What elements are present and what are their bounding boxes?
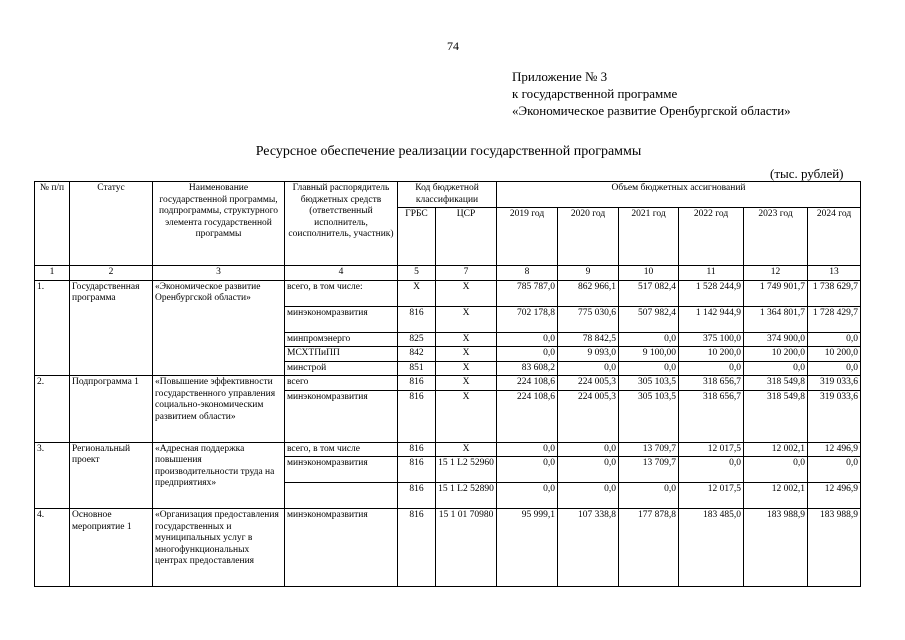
cell-2023: 183 988,9 xyxy=(744,509,808,587)
cell-2022: 12 017,5 xyxy=(679,483,744,509)
cell-2024: 12 496,9 xyxy=(808,483,861,509)
cell-2021: 9 100,00 xyxy=(619,347,679,362)
cell-2021: 517 082,4 xyxy=(619,280,679,306)
row-num: 3. xyxy=(35,442,70,509)
row-status: Государственная программа xyxy=(70,280,153,376)
colnum: 4 xyxy=(285,266,398,281)
cell-2020: 224 005,3 xyxy=(558,390,619,442)
resource-table xyxy=(34,181,861,587)
header-2020: 2020 год xyxy=(558,208,619,266)
cell-2020: 862 966,1 xyxy=(558,280,619,306)
row-csr: X xyxy=(436,442,497,457)
row-grbs: 816 xyxy=(398,376,436,391)
row-manager: минэкономразвития xyxy=(285,306,398,332)
row-manager xyxy=(285,483,398,509)
row-grbs: 816 xyxy=(398,509,436,587)
row-manager: всего, в том числе xyxy=(285,442,398,457)
header-grbs: ГРБС xyxy=(398,208,436,266)
cell-2022: 0,0 xyxy=(679,457,744,483)
cell-2023: 1 364 801,7 xyxy=(744,306,808,332)
row-grbs: 816 xyxy=(398,442,436,457)
cell-2024: 0,0 xyxy=(808,332,861,347)
row-grbs: 816 xyxy=(398,483,436,509)
table-row xyxy=(35,376,861,391)
colnum: 13 xyxy=(808,266,861,281)
colnum: 5 xyxy=(398,266,436,281)
cell-2023: 1 749 901,7 xyxy=(744,280,808,306)
cell-2022: 318 656,7 xyxy=(679,376,744,391)
cell-2024: 1 728 429,7 xyxy=(808,306,861,332)
document-title-text: Ресурсное обеспечение реализации государственной программы xyxy=(255,144,642,159)
row-grbs: 816 xyxy=(398,390,436,442)
cell-2024: 10 200,0 xyxy=(808,347,861,362)
units-label: (тыс. рублей) xyxy=(770,166,844,181)
cell-2023: 12 002,1 xyxy=(744,483,808,509)
cell-2021: 13 709,7 xyxy=(619,442,679,457)
row-manager: минэкономразвития xyxy=(285,390,398,442)
row-grbs: 825 xyxy=(398,332,436,347)
cell-2020: 0,0 xyxy=(558,442,619,457)
colnum: 11 xyxy=(679,266,744,281)
table-row xyxy=(35,442,861,457)
header-status: Статус xyxy=(70,182,153,266)
row-csr: X xyxy=(436,361,497,376)
row-name: «Экономическое развитие Оренбургской области» xyxy=(153,280,285,376)
appendix-line-2: к государственной программе xyxy=(512,86,678,101)
row-grbs: 816 xyxy=(398,306,436,332)
row-status: Основное мероприятие 1 xyxy=(70,509,153,587)
cell-2024: 319 033,6 xyxy=(808,376,861,391)
cell-2020: 78 842,5 xyxy=(558,332,619,347)
row-manager: всего xyxy=(285,376,398,391)
header-row-1 xyxy=(35,182,861,208)
cell-2023: 374 900,0 xyxy=(744,332,808,347)
header-manager: Главный распорядитель бюджетных средств (ответственный исполнитель, соисполнитель, участник) xyxy=(285,182,398,266)
cell-2024: 0,0 xyxy=(808,361,861,376)
row-csr: X xyxy=(436,280,497,306)
cell-2022: 183 485,0 xyxy=(679,509,744,587)
cell-2023: 318 549,8 xyxy=(744,376,808,391)
cell-2019: 0,0 xyxy=(497,332,558,347)
row-csr: 15 1 L2 52890 xyxy=(436,483,497,509)
appendix-line-1: Приложение № 3 xyxy=(512,69,608,84)
page-number: 74 xyxy=(447,39,459,53)
colnum: 12 xyxy=(744,266,808,281)
cell-2021: 305 103,5 xyxy=(619,390,679,442)
cell-2019: 0,0 xyxy=(497,442,558,457)
cell-2019: 95 999,1 xyxy=(497,509,558,587)
colnum: 9 xyxy=(558,266,619,281)
cell-2021: 507 982,4 xyxy=(619,306,679,332)
cell-2020: 224 005,3 xyxy=(558,376,619,391)
cell-2023: 0,0 xyxy=(744,361,808,376)
row-manager: всего, в том числе: xyxy=(285,280,398,306)
row-manager: МСХТПиПП xyxy=(285,347,398,362)
appendix-block xyxy=(512,68,791,119)
header-num: № п/п xyxy=(35,182,70,266)
row-grbs: 816 xyxy=(398,457,436,483)
cell-2020: 0,0 xyxy=(558,361,619,376)
row-name: «Повышение эффективности государственного управления социально-экономическим развитием области» xyxy=(153,376,285,443)
colnum: 7 xyxy=(436,266,497,281)
table-row xyxy=(35,509,861,587)
cell-2021: 0,0 xyxy=(619,483,679,509)
row-num: 4. xyxy=(35,509,70,587)
row-manager: минстрой xyxy=(285,361,398,376)
row-grbs: 842 xyxy=(398,347,436,362)
row-csr: X xyxy=(436,332,497,347)
cell-2021: 13 709,7 xyxy=(619,457,679,483)
row-csr: X xyxy=(436,390,497,442)
header-csr: ЦСР xyxy=(436,208,497,266)
cell-2020: 0,0 xyxy=(558,483,619,509)
document-title xyxy=(0,144,905,160)
header-2019: 2019 год xyxy=(497,208,558,266)
cell-2024: 183 988,9 xyxy=(808,509,861,587)
row-name: «Организация предоставления государственных и муниципальных услуг в многофункциональных центрах предоставления xyxy=(153,509,285,587)
header-code: Код бюджетной классификации xyxy=(398,182,497,208)
cell-2020: 9 093,0 xyxy=(558,347,619,362)
table-row xyxy=(35,280,861,306)
cell-2020: 775 030,6 xyxy=(558,306,619,332)
header-2021: 2021 год xyxy=(619,208,679,266)
cell-2019: 0,0 xyxy=(497,457,558,483)
cell-2022: 318 656,7 xyxy=(679,390,744,442)
cell-2021: 305 103,5 xyxy=(619,376,679,391)
colnum: 8 xyxy=(497,266,558,281)
row-csr: 15 1 01 70980 xyxy=(436,509,497,587)
cell-2021: 177 878,8 xyxy=(619,509,679,587)
colnum: 10 xyxy=(619,266,679,281)
cell-2019: 83 608,2 xyxy=(497,361,558,376)
row-csr: X xyxy=(436,376,497,391)
cell-2023: 0,0 xyxy=(744,457,808,483)
header-name: Наименование государственной программы, подпрограммы, структурного элемента государственной программы xyxy=(153,182,285,266)
cell-2022: 0,0 xyxy=(679,361,744,376)
cell-2022: 375 100,0 xyxy=(679,332,744,347)
cell-2023: 10 200,0 xyxy=(744,347,808,362)
row-csr: X xyxy=(436,347,497,362)
row-csr: 15 1 L2 52960 xyxy=(436,457,497,483)
header-2022: 2022 год xyxy=(679,208,744,266)
row-num: 2. xyxy=(35,376,70,443)
row-name: «Адресная поддержка повышения производительности труда на предприятиях» xyxy=(153,442,285,509)
cell-2022: 10 200,0 xyxy=(679,347,744,362)
cell-2019: 0,0 xyxy=(497,483,558,509)
cell-2019: 0,0 xyxy=(497,347,558,362)
colnum: 2 xyxy=(70,266,153,281)
cell-2022: 1 528 244,9 xyxy=(679,280,744,306)
header-volume: Объем бюджетных ассигнований xyxy=(497,182,861,208)
row-grbs: 851 xyxy=(398,361,436,376)
row-manager: минпромэнерго xyxy=(285,332,398,347)
cell-2023: 318 549,8 xyxy=(744,390,808,442)
row-csr: X xyxy=(436,306,497,332)
cell-2022: 12 017,5 xyxy=(679,442,744,457)
cell-2020: 107 338,8 xyxy=(558,509,619,587)
row-status: Региональный проект xyxy=(70,442,153,509)
row-num: 1. xyxy=(35,280,70,376)
header-2023: 2023 год xyxy=(744,208,808,266)
header-2024: 2024 год xyxy=(808,208,861,266)
colnum: 1 xyxy=(35,266,70,281)
cell-2021: 0,0 xyxy=(619,332,679,347)
column-number-row xyxy=(35,266,861,281)
cell-2019: 224 108,6 xyxy=(497,376,558,391)
row-manager: минэкономразвития xyxy=(285,457,398,483)
cell-2024: 0,0 xyxy=(808,457,861,483)
cell-2024: 12 496,9 xyxy=(808,442,861,457)
appendix-line-3: «Экономическое развитие Оренбургской области» xyxy=(512,103,791,118)
cell-2022: 1 142 944,9 xyxy=(679,306,744,332)
cell-2019: 785 787,0 xyxy=(497,280,558,306)
cell-2023: 12 002,1 xyxy=(744,442,808,457)
cell-2024: 1 738 629,7 xyxy=(808,280,861,306)
row-grbs: X xyxy=(398,280,436,306)
cell-2019: 224 108,6 xyxy=(497,390,558,442)
cell-2021: 0,0 xyxy=(619,361,679,376)
cell-2020: 0,0 xyxy=(558,457,619,483)
row-manager: минэкономразвития xyxy=(285,509,398,587)
cell-2024: 319 033,6 xyxy=(808,390,861,442)
row-status: Подпрограмма 1 xyxy=(70,376,153,443)
cell-2019: 702 178,8 xyxy=(497,306,558,332)
colnum: 3 xyxy=(153,266,285,281)
